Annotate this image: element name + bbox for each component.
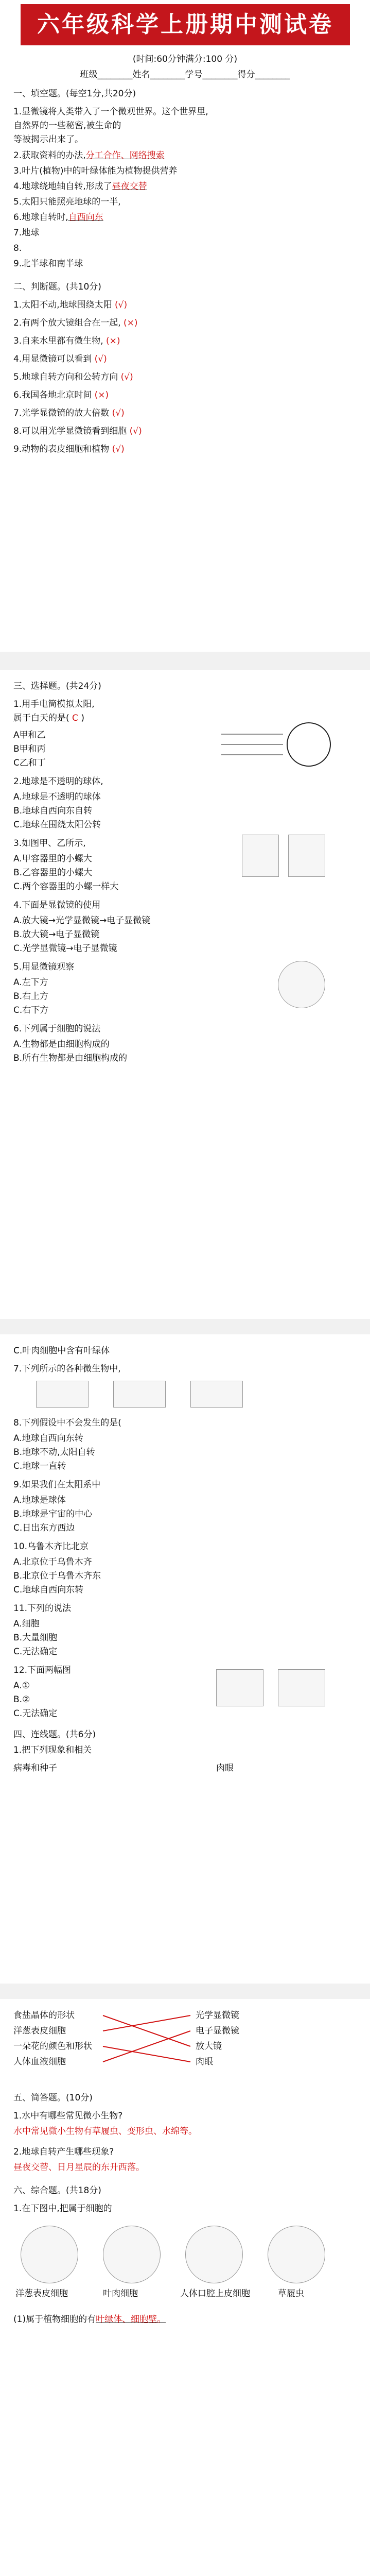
question-text: 2.获取资料的办法,分工合作、网络搜索: [13, 150, 165, 161]
question-text: 4.下面是显微镜的使用: [13, 900, 101, 910]
match-line: [103, 2015, 190, 2046]
option: A.地球自西向东转: [13, 1433, 83, 1444]
option: B.所有生物都是由细胞构成的: [13, 1053, 128, 1063]
match-line: [103, 2015, 190, 2031]
option: C.右下方: [13, 1005, 49, 1015]
section-heading: 五、简答题。(10分): [13, 2093, 93, 2103]
match-line: [103, 2031, 190, 2062]
judge-item: 5.地球自转方向和公转方向 (√): [13, 372, 133, 382]
cell-label: 洋葱表皮细胞: [15, 2289, 68, 2299]
option: C.叶肉细胞中含有叶绿体: [13, 1346, 110, 1356]
cell-image: [21, 2226, 78, 2283]
match-left-item: 病毒和种子: [13, 1763, 57, 1773]
option: C.日出东方西边: [13, 1523, 75, 1533]
option: A.地球是不透明的球体: [13, 792, 101, 802]
option: B.北京位于乌鲁木齐东: [13, 1571, 101, 1581]
question-text: 3.如图甲、乙所示,: [13, 838, 86, 849]
section-heading: 四、连线题。(共6分): [13, 1730, 96, 1740]
microbe-image: [190, 1381, 243, 1408]
option: A.生物都是由细胞构成的: [13, 1039, 110, 1049]
cell-label: 草履虫: [278, 2289, 304, 2299]
option: B.乙容器里的小螺大: [13, 868, 93, 878]
question-text: 等被揭示出来了。: [13, 134, 83, 145]
matching-lines: [0, 1999, 370, 2076]
option: A.北京位于乌鲁木齐: [13, 1557, 92, 1567]
option: B甲和丙: [13, 744, 46, 754]
match-right-item: 光学显微镜: [196, 2010, 239, 2021]
option: B.右上方: [13, 991, 49, 1002]
page-4: [0, 1999, 370, 2576]
question-text: 1.在下图中,把属于细胞的: [13, 2204, 112, 2214]
question-text: 1.用手电筒模拟太阳,: [13, 699, 95, 709]
cell-label: 叶肉细胞: [103, 2289, 138, 2299]
microbe-image: [36, 1381, 89, 1408]
question-text: 9.如果我们在太阳系中: [13, 1480, 101, 1490]
match-left-item: 人体血液细胞: [13, 2057, 66, 2067]
option: A.地球是球体: [13, 1495, 66, 1505]
question-text: 5.太阳只能照亮地球的一半,: [13, 197, 121, 207]
question-text: 4.地球绕地轴自转,形成了昼夜交替: [13, 181, 147, 192]
option: C.两个容器里的小螺一样大: [13, 882, 119, 892]
judge-item: 2.有两个放大镜组合在一起, (×): [13, 318, 138, 328]
cell-image: [185, 2226, 243, 2283]
section-heading: 六、综合题。(共18分): [13, 2185, 101, 2196]
judge-item: 6.我国各地北京时间 (×): [13, 390, 109, 400]
exam-title: 六年级科学上册期中测试卷: [21, 4, 350, 45]
option: B.地球是宇宙的中心: [13, 1509, 93, 1519]
option: A甲和乙: [13, 730, 46, 740]
exam-meta: (时间:60分钟满分:100 分): [132, 54, 238, 64]
option: B.②: [13, 1694, 30, 1705]
option: C.光学显微镜→电子显微镜: [13, 943, 117, 954]
question-text: 10.乌鲁木齐比北京: [13, 1541, 89, 1552]
judge-item: 4.用显微镜可以看到 (√): [13, 354, 107, 364]
page-2: [0, 670, 370, 1319]
question-text: 5.用显微镜观察: [13, 962, 75, 972]
option: B.地球自西向东自转: [13, 806, 93, 816]
match-left-item: 洋葱表皮细胞: [13, 2026, 66, 2036]
match-right-item: 放大镜: [196, 2041, 222, 2052]
question-text: 6.下列属于细胞的说法: [13, 1024, 101, 1034]
answer-text: 昼夜交替、日月星辰的东升西落。: [13, 2162, 145, 2173]
question-text: 属于白天的是( C ): [13, 713, 84, 723]
option: A.细胞: [13, 1619, 40, 1629]
question-text: 7.下列所示的各种微生物中,: [13, 1364, 121, 1374]
question-text: 2.地球是不透明的球体,: [13, 776, 103, 787]
section-heading: 三、选择题。(共24分): [13, 681, 101, 691]
question-text: 8.下列假设中不会发生的是(: [13, 1418, 121, 1428]
page-3: [0, 1334, 370, 1984]
student-fields: 班级________姓名________学号________得分________: [80, 70, 290, 80]
question-text: (1)属于植物细胞的有叶绿体、细胞壁。: [13, 2314, 166, 2325]
option: A.放大镜→光学显微镜→电子显微镜: [13, 916, 151, 926]
match-right-item: 肉眼: [216, 1763, 234, 1773]
microbe-image: [113, 1381, 166, 1408]
match-line: [103, 2046, 190, 2062]
cell-label: 人体口腔上皮细胞: [180, 2289, 250, 2299]
question-text: 3.叶片(植物)中的叶绿体能为植物提供营养: [13, 166, 178, 176]
option: B.大量细胞: [13, 1633, 58, 1643]
option: C.无法确定: [13, 1647, 58, 1657]
option: B.放大镜→电子显微镜: [13, 929, 100, 940]
option: A.①: [13, 1681, 30, 1691]
option: C.无法确定: [13, 1708, 58, 1719]
question-text: 12.下面两幅图: [13, 1665, 72, 1675]
option: B.地球不动,太阳自转: [13, 1447, 95, 1458]
match-right-item: 肉眼: [196, 2057, 213, 2067]
question-text: 9.北半球和南半球: [13, 259, 83, 269]
option: A.左下方: [13, 977, 48, 988]
option: C.地球一直转: [13, 1461, 66, 1471]
question-text: 8.: [13, 243, 22, 253]
judge-item: 7.光学显微镜的放大倍数 (√): [13, 408, 125, 418]
match-left-item: 食盐晶体的形状: [13, 2010, 75, 2021]
question-text: 1.把下列现象和相关: [13, 1745, 92, 1755]
question-text: 自然界的一些秘密,被生命的: [13, 121, 121, 131]
option: C乙和丁: [13, 758, 46, 768]
question-text: 1.水中有哪些常见微小生物?: [13, 2111, 123, 2121]
question-text: 1.显微镜将人类带入了一个微观世界。这个世界里,: [13, 107, 208, 117]
judge-item: 1.太阳不动,地球围绕太阳 (√): [13, 300, 128, 310]
question-text: 2.地球自转产生哪些现象?: [13, 2147, 114, 2157]
match-left-item: 一朵花的颜色和形状: [13, 2041, 92, 2052]
cell-image: [268, 2226, 325, 2283]
question-text: 11.下列的说法: [13, 1603, 72, 1614]
page-1: [0, 0, 370, 652]
match-right-item: 电子显微镜: [196, 2026, 239, 2036]
judge-item: 8.可以用光学显微镜看到细胞 (√): [13, 426, 142, 436]
option: A.甲容器里的小螺大: [13, 854, 92, 864]
option: C.地球自西向东转: [13, 1585, 84, 1595]
judge-item: 9.动物的表皮细胞和植物 (√): [13, 444, 125, 454]
question-text: 6.地球自转时,自西向东: [13, 212, 103, 223]
question-text: 7.地球: [13, 228, 40, 238]
answer-text: 水中常见微小生物有草履虫、变形虫、水绵等。: [13, 2126, 197, 2137]
judge-item: 3.自来水里都有微生物, (×): [13, 336, 120, 346]
section-heading: 二、判断题。(共10分): [13, 282, 101, 292]
cell-image: [103, 2226, 161, 2283]
option: C.地球在围绕太阳公转: [13, 820, 101, 830]
section-heading: 一、填空题。(每空1分,共20分): [13, 89, 136, 99]
